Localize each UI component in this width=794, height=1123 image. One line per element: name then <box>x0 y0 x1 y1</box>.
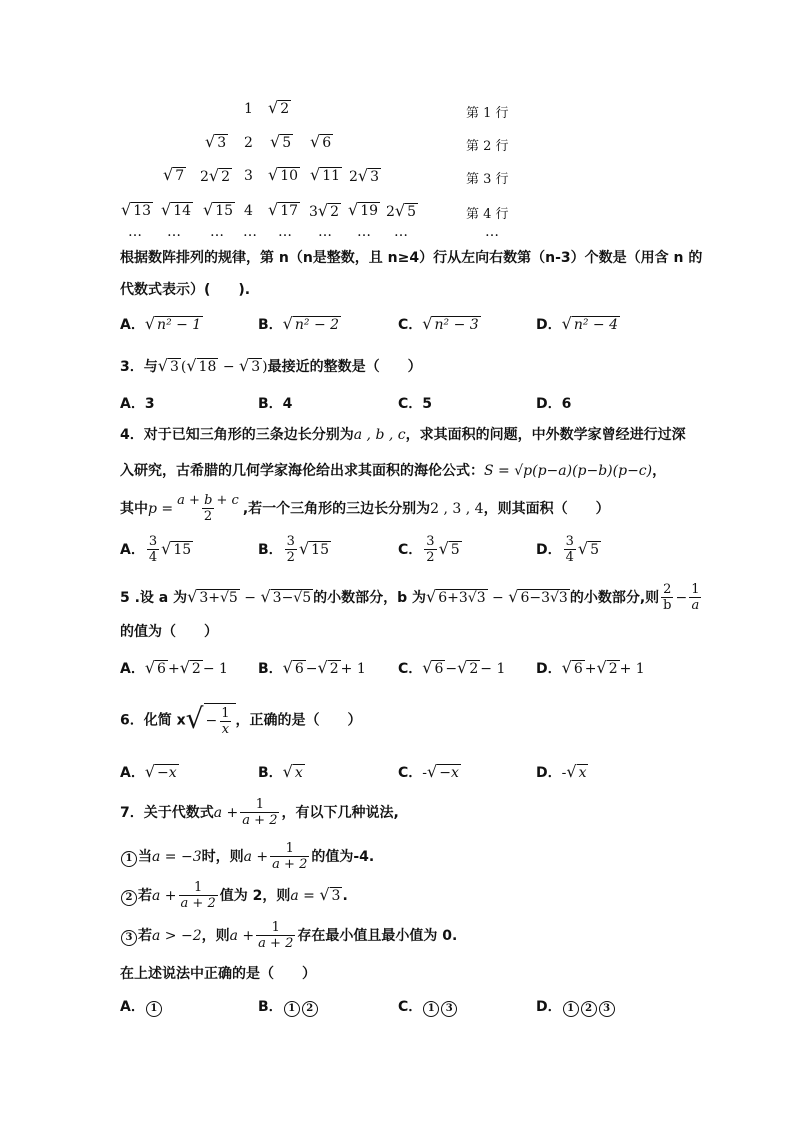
tri-r3-c1: √ 7 <box>163 165 185 184</box>
tri-r4-c2: √ 14 <box>161 200 192 219</box>
q6-option-c[interactable]: C．- √ −x <box>398 762 459 781</box>
tri-r4-c3: √ 15 <box>203 200 234 219</box>
q2-option-a[interactable]: A． √ n² − 1 <box>120 314 202 333</box>
ellipsis: … <box>210 224 224 240</box>
q2-option-b[interactable]: B． √ n² − 2 <box>258 314 340 333</box>
circle-2-icon: 2 <box>302 1001 318 1017</box>
tri-r3-c3: 3 <box>244 168 253 184</box>
ellipsis: … <box>394 224 408 240</box>
circle-1-icon: 1 <box>563 1001 579 1017</box>
q2-option-d[interactable]: D． √ n² − 4 <box>536 314 618 333</box>
tri-r4-c8: 2 √ 5 <box>386 201 417 220</box>
q4-line3: 其中p = $\frac{a + b + c}{2}$ ,若一个三角形的三边长分别为2 , 3 , 4，则其面积（ ） <box>120 493 610 524</box>
circle-1-icon: 1 <box>121 851 137 867</box>
q2-stem-line2: 代数式表示）( ). <box>120 282 251 298</box>
q4-line2: 入研究，古希腊的几何学家海伦给出求其面积的海伦公式：S = √p(p−a)(p−b)(p−c)， <box>120 463 667 479</box>
circle-3-icon: 3 <box>441 1001 457 1017</box>
circle-2-icon: 2 <box>581 1001 597 1017</box>
circle-2-icon: 2 <box>121 890 137 906</box>
q6-option-d[interactable]: D．- √ x <box>536 762 587 781</box>
tri-r2-c1: √ 3 <box>205 132 227 151</box>
tri-r4-c7: √ 19 <box>348 200 379 219</box>
q4-option-c[interactable]: C． $\frac{3}{2}$ √ 5 <box>398 534 460 565</box>
q4-line1: 4．对于已知三角形的三条边长分别为a , b , c，求其面积的问题，中外数学家曾经进行过深 <box>120 427 686 443</box>
ellipsis: … <box>278 224 292 240</box>
tri-r2-c3: √ 5 <box>270 132 292 151</box>
ellipsis: … <box>128 224 142 240</box>
q7-stem: 7．关于代数式a + $\frac{1}{a + 2}$ ，有以下几种说法, <box>120 797 399 828</box>
q5-line1: 5 .设 a 为 √ 3+√5 − √ 3−√5 的小数部分，b 为 √ 6+3√3 − √ 6−3√3 的小数部分,则 $\frac{2}{b}$ − $\frac{1}{a}$ <box>120 582 700 613</box>
tri-r2-c4: √ 6 <box>310 132 332 151</box>
circle-1-icon: 1 <box>423 1001 439 1017</box>
ellipsis: … <box>167 224 181 240</box>
q7-statement-3: 3 若a > −2，则a + $\frac{1}{a + 2}$ 存在最小值且最小值为 0. <box>120 920 457 951</box>
q7-statement-1: 1 当a = −3时，则a + $\frac{1}{a + 2}$ 的值为-4. <box>120 841 374 872</box>
q7-ask: 在上述说法中正确的是（ ） <box>120 966 316 982</box>
q6-option-b[interactable]: B． √ x <box>258 762 303 781</box>
q3-option-a[interactable]: A．3 <box>120 396 155 412</box>
q5-line2: 的值为（ ） <box>120 624 218 640</box>
q6-stem: 6．化简 x √ − $\frac{1}{x}$ ，正确的是（ ） <box>120 702 362 737</box>
circle-3-icon: 3 <box>121 930 137 946</box>
q2-option-c[interactable]: C． √ n² − 3 <box>398 314 479 333</box>
ellipsis: … <box>485 224 499 240</box>
q3-option-d[interactable]: D．6 <box>536 396 572 412</box>
q7-statement-2: 2 若a + $\frac{1}{a + 2}$ 值为 2，则a = √ 3 . <box>120 880 348 911</box>
row-label-1: 第 1 行 <box>466 106 509 121</box>
q5-option-d[interactable]: D． √ 6 + √ 2 + 1 <box>536 658 645 677</box>
row-label-2: 第 2 行 <box>466 139 509 154</box>
ellipsis: … <box>357 224 371 240</box>
tri-r1-c2: √ 2 <box>268 98 290 117</box>
q3-option-b[interactable]: B．4 <box>258 396 293 412</box>
tri-r3-c6: 2 √ 3 <box>349 166 380 185</box>
q4-option-b[interactable]: B． $\frac{3}{2}$ √ 15 <box>258 534 329 565</box>
tri-r4-c4: 4 <box>244 203 253 219</box>
q7-option-c[interactable]: C． 1 3 <box>398 996 458 1017</box>
q4-option-d[interactable]: D． $\frac{3}{4}$ √ 5 <box>536 534 600 565</box>
row-label-4: 第 4 行 <box>466 207 509 222</box>
tri-r3-c5: √ 11 <box>310 165 341 184</box>
tri-r3-c4: √ 10 <box>268 165 299 184</box>
ellipsis: … <box>318 224 332 240</box>
q5-option-c[interactable]: C． √ 6 − √ 2 − 1 <box>398 658 506 677</box>
q5-option-a[interactable]: A． √ 6 + √ 2 − 1 <box>120 658 228 677</box>
q5-option-b[interactable]: B． √ 6 − √ 2 + 1 <box>258 658 366 677</box>
tri-r4-c5: √ 17 <box>268 200 299 219</box>
tri-r1-c1: 1 <box>244 101 253 117</box>
heron-formula: S = √p(p−a)(p−b)(p−c) <box>484 463 653 479</box>
q4-option-a[interactable]: A． $\frac{3}{4}$ √ 15 <box>120 534 192 565</box>
q7-option-d[interactable]: D． 1 2 3 <box>536 996 616 1017</box>
q6-option-a[interactable]: A． √ −x <box>120 762 177 781</box>
row-label-3: 第 3 行 <box>466 172 509 187</box>
q7-option-a[interactable]: A． 1 <box>120 996 163 1017</box>
q7-option-b[interactable]: B． 1 2 <box>258 996 319 1017</box>
tri-r4-c1: √ 13 <box>121 200 152 219</box>
circle-3-icon: 3 <box>599 1001 615 1017</box>
tri-r3-c2: 2 √ 2 <box>200 166 231 185</box>
circle-1-icon: 1 <box>284 1001 300 1017</box>
q3-option-c[interactable]: C．5 <box>398 396 433 412</box>
circle-1-icon: 1 <box>146 1001 162 1017</box>
tri-r2-c2: 2 <box>244 135 253 151</box>
tri-r4-c6: 3 √ 2 <box>309 201 340 220</box>
q2-stem-line1: 根据数阵排列的规律，第 n（n是整数，且 n≥4）行从左向右数第（n-3）个数是（用含 n 的 <box>120 250 703 266</box>
ellipsis: … <box>243 224 257 240</box>
q3-stem: 3．与 √ 3 ( √ 18 − √ 3 )最接近的整数是（ ） <box>120 356 422 375</box>
